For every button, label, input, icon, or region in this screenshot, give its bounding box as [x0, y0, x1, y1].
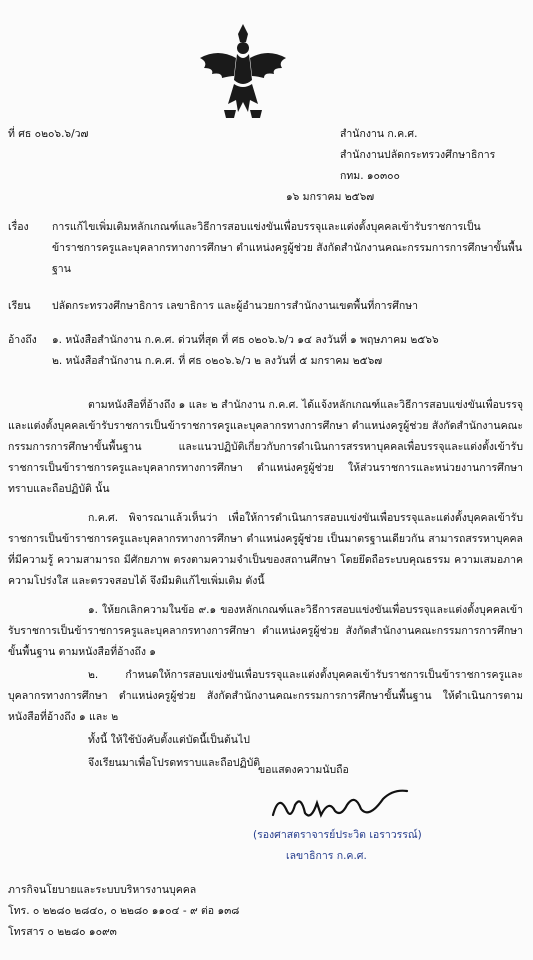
- office-line: สำนักงาน ก.ค.ศ.: [340, 128, 418, 140]
- document-number: ที่ ศธ ๐๒๐๖.๖/ว๗: [8, 128, 89, 140]
- signer-title: เลขาธิการ ก.ค.ศ.: [286, 850, 367, 862]
- effective-statement: ทั้งนี้ ให้ใช้บังคับตั้งแต่บัดนี้เป็นต้นไป: [88, 734, 250, 746]
- paragraph-resolution: ก.ค.ศ. พิจารณาแล้วเห็นว่า เพื่อให้การดำเนินการสอบแข่งขันเพื่อบรรจุและแต่งตั้งบุคคลเข้ารับราชการเป็นข้าราชการครูและบุคลากรทางการศึกษา ตำแหน่งครูผู้ช่วย เป็นมาตรฐานเดียวกัน สามารถสรรหาบุคคลที่มีความรู้ ความสามารถ มีศักยภาพ ตรงตามความจำเป็นของสถานศึกษา โดยยึดถือระบบคุณธรรม ความเสมอภาค ความโปร่งใส และตรวจสอบได้ จึงมีมติแก้ไขเพิ่มเติม ดังนี้: [8, 512, 523, 587]
- resolution-item-2: ๒. กำหนดให้การสอบแข่งขันเพื่อบรรจุและแต่งตั้งบุคคลเข้ารับราชการเป็นข้าราชการครูและบุคลากรทางการศึกษา ตำแหน่งครูผู้ช่วย สังกัดสำนักงานคณะกรรมการการศึกษาขั้นพื้นฐาน ให้ดำเนินการตามหนังสือที่อ้างถึง ๑ และ ๒: [8, 669, 523, 723]
- reference-item: ๑. หนังสือสำนักงาน ก.ค.ศ. ด่วนที่สุด ที่ ศธ ๐๒๐๖.๖/ว ๑๔ ลงวันที่ ๑ พฤษภาคม ๒๕๖๖: [52, 334, 439, 346]
- phone-number: โทร. ๐ ๒๒๘๐ ๒๘๔๐, ๐ ๒๒๘๐ ๑๑๐๔ - ๙ ต่อ ๑๓๘: [8, 905, 240, 917]
- to-text: ปลัดกระทรวงศึกษาธิการ เลขาธิการ และผู้อำนวยการสำนักงานเขตพื้นที่การศึกษา: [52, 300, 419, 312]
- fax-number: โทรสาร ๐ ๒๒๘๐ ๑๐๙๓: [8, 926, 117, 938]
- reference-label: อ้างถึง: [8, 334, 37, 346]
- department-name: ภารกิจนโยบายและระบบบริหารงานบุคคล: [8, 884, 197, 896]
- office-line: สำนักงานปลัดกระทรวงศึกษาธิการ: [340, 149, 496, 161]
- garuda-emblem-icon: [188, 18, 298, 128]
- signer-name: (รองศาสตราจารย์ประวิต เอราวรรณ์): [253, 829, 422, 841]
- closing-salutation: ขอแสดงความนับถือ: [258, 764, 349, 776]
- reference-list: [52, 330, 522, 372]
- to-label: เรียน: [8, 300, 31, 312]
- resolution-item-1: ๑. ให้ยกเลิกความในข้อ ๙.๑ ของหลักเกณฑ์และวิธีการสอบแข่งขันเพื่อบรรจุและแต่งตั้งบุคคลเข้ารับราชการเป็นข้าราชการครูและบุคลากรทางการศึกษา ตำแหน่งครูผู้ช่วย สังกัดสำนักงานคณะกรรมการการศึกษาขั้นพื้นฐาน ตามหนังสือที่อ้างถึง ๑: [8, 604, 523, 658]
- letter-date: ๑๖ มกราคม ๒๕๖๗: [286, 191, 375, 203]
- reference-item: ๒. หนังสือสำนักงาน ก.ค.ศ. ที่ ศธ ๐๒๐๖.๖/ว ๒ ลงวันที่ ๕ มกราคม ๒๕๖๗: [52, 355, 383, 367]
- subject-text: การแก้ไขเพิ่มเติมหลักเกณฑ์และวิธีการสอบแข่งขันเพื่อบรรจุและแต่งตั้งบุคคลเข้ารับราชการเป็นข้าราชการครูและบุคลากรทางการศึกษา ตำแหน่งครูผู้ช่วย สังกัดสำนักงานคณะกรรมการการศึกษาขั้นพื้นฐาน: [52, 221, 522, 275]
- office-address: [340, 124, 520, 187]
- subject-label: เรื่อง: [8, 221, 29, 233]
- office-line: กทม. ๑๐๓๐๐: [340, 170, 400, 182]
- contact-footer: [8, 880, 308, 943]
- closing-request: จึงเรียนมาเพื่อโปรดทราบและถือปฏิบัติ: [88, 757, 261, 769]
- handwritten-signature-icon: [265, 785, 415, 827]
- paragraph-background: ตามหนังสือที่อ้างถึง ๑ และ ๒ สำนักงาน ก.ค.ศ. ได้แจ้งหลักเกณฑ์และวิธีการสอบแข่งขันเพื่อบรรจุและแต่งตั้งบุคคลเข้ารับราชการเป็นข้าราชการครูและบุคลากรทางการศึกษา ตำแหน่งครูผู้ช่วย สังกัดสำนักงานคณะกรรมการการศึกษาขั้นพื้นฐาน และแนวปฏิบัติเกี่ยวกับการดำเนินการสรรหาบุคคลเพื่อบรรจุและแต่งตั้งเข้ารับราชการเป็นข้าราชการครูและบุคลากรทางการศึกษา ตำแหน่งครูผู้ช่วย ให้ส่วนราชการและหน่วยงานการศึกษาทราบและถือปฏิบัติ นั้น: [8, 399, 523, 495]
